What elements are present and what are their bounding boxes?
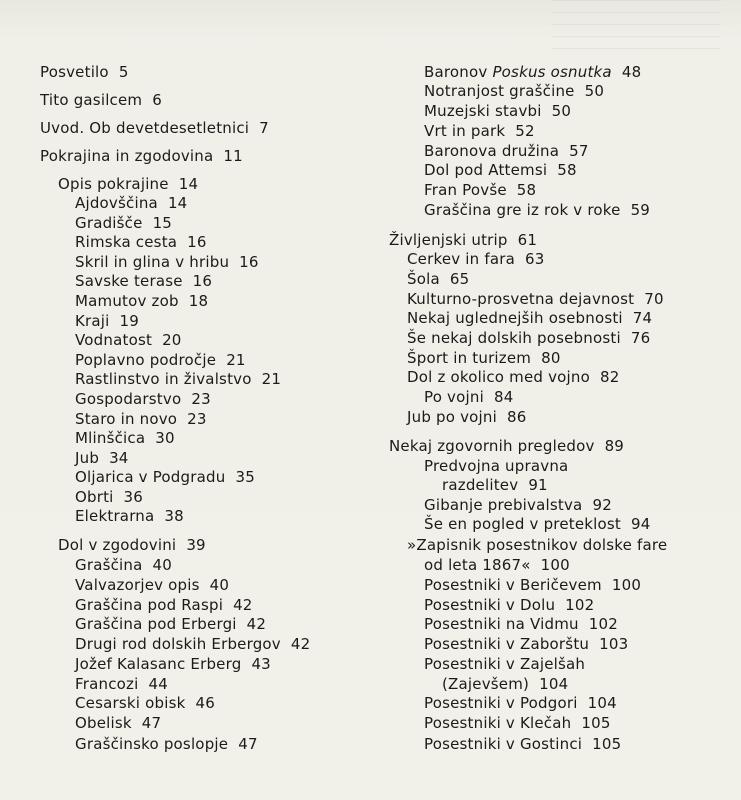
toc-entry-page: 104 [587,694,617,712]
toc-entry-title: Poplavno področje [75,351,217,369]
toc-entry-page: 102 [565,596,595,614]
toc-entry [424,161,577,179]
toc-entry-page: 16 [187,233,207,251]
toc-entry [75,714,161,732]
toc-entry [407,329,650,347]
toc-entry-title: Po vojni [424,388,484,406]
toc-entry-title: Še en pogled v preteklost [424,515,621,533]
toc-entry-page: 16 [239,253,259,271]
toc-entry-page: 47 [141,714,162,732]
toc-entry-title: Staro in novo [75,410,178,428]
toc-entry [424,388,513,406]
toc-entry-title: Francozi [75,675,139,693]
toc-entry-page: 38 [164,507,184,525]
toc-entry-title: Dol pod Attemsi [424,161,548,179]
toc-entry [75,312,139,330]
toc-entry-title: Vrt in park [424,122,506,140]
toc-entry [75,507,184,525]
toc-entry-page: 92 [592,496,612,514]
toc-entry [424,82,604,100]
toc-entry-title: Graščina pod Raspi [75,596,224,614]
toc-entry-title: Dol v zgodovini [58,536,177,554]
toc-entry [407,368,619,386]
toc-entry [407,270,469,288]
toc-entry [424,181,536,199]
toc-entry [407,250,544,268]
toc-entry-page: 76 [630,329,651,347]
toc-entry-page: 44 [148,675,168,693]
toc-entry [75,429,175,447]
toc-entry-page: 23 [187,410,207,428]
toc-entry-page: 40 [209,576,230,594]
toc-entry-title: Baronova družina [424,142,560,160]
toc-entry-title: Posestniki v Gostinci [424,735,583,753]
toc-entry [58,536,206,554]
toc-entry [75,410,207,428]
toc-entry [75,735,258,753]
toc-entry [75,468,255,486]
toc-entry [75,272,212,290]
toc-entry-page: 40 [152,556,173,574]
toc-entry-title: Graščina gre iz rok v roke [424,201,621,219]
toc-entry-page: 11 [223,147,243,165]
toc-entry-title: Mlinščica [75,429,146,447]
toc-entry-page: 104 [539,675,569,693]
toc-entry-page: 15 [152,214,173,232]
toc-entry-page: 82 [599,368,620,386]
toc-entry-page: 50 [551,102,572,120]
toc-entry-page: 7 [259,119,269,137]
toc-entry-title: Obelisk [75,714,132,732]
toc-entry-page: 42 [233,596,253,614]
toc-entry-page: 16 [192,272,213,290]
toc-entry [407,309,652,327]
toc-entry-title: Drugi rod dolskih Erbergov [75,635,281,653]
toc-entry [75,292,208,310]
toc-entry-page: 35 [235,468,255,486]
toc-entry-title: Nekaj zgovornih pregledov [389,437,595,455]
toc-entry [424,615,618,633]
toc-entry [58,175,198,193]
toc-entry-page: 36 [123,488,144,506]
toc-entry-title: Mamutov zob [75,292,179,310]
toc-entry-title: Kraji [75,312,110,330]
toc-entry-page: 65 [449,270,470,288]
toc-entry-page: 30 [155,429,175,447]
toc-entry-title: Ajdovščina [75,194,158,212]
toc-entry [407,408,526,426]
toc-entry-page: 58 [557,161,577,179]
toc-entry-title: Graščina [75,556,143,574]
toc-entry-title-italic: Poskus osnutka [492,63,612,81]
toc-entry-title: Uvod. Ob devetdesetletnici [40,119,250,137]
toc-entry-title: razdelitev [442,476,519,494]
toc-entry-page: 14 [167,194,188,212]
toc-entry-page: 6 [152,91,162,109]
toc-entry [424,496,612,514]
toc-entry-page: 105 [581,714,611,732]
toc-entry-title: Muzejski stavbi [424,102,542,120]
bleed-through-text [551,0,721,60]
toc-entry-page: 19 [119,312,140,330]
toc-entry [424,576,641,594]
toc-entry [424,635,628,653]
toc-entry-title: Predvojna upravna [424,457,569,475]
toc-entry-title: Jub [75,449,100,467]
toc-entry-page: 59 [630,201,651,219]
toc-entry-page: 50 [584,82,605,100]
toc-entry [75,194,187,212]
toc-entry-title: Tito gasilcem [40,91,143,109]
toc-entry [424,515,651,533]
toc-entry [407,536,667,554]
toc-entry [75,390,211,408]
toc-entry-title: Graščinsko poslopje [75,735,229,753]
toc-entry-page: 102 [588,615,618,633]
toc-entry-page: 89 [604,437,625,455]
toc-entry-page: 42 [290,635,311,653]
toc-entry-title: (Zajevšem) [442,675,530,693]
toc-entry-page: 21 [261,370,282,388]
toc-entry-page: 57 [569,142,589,160]
toc-entry [424,102,571,120]
toc-entry-title: Elektrarna [75,507,155,525]
toc-entry-page: 42 [246,615,267,633]
toc-entry [424,201,650,219]
toc-entry-title: Posestniki v Zajelšah [424,655,586,673]
toc-entry-title: Nekaj uglednejših osebnosti [407,309,623,327]
toc-entry [75,576,229,594]
toc-entry-title: Notranjost graščine [424,82,575,100]
toc-entry-page: 34 [109,449,129,467]
toc-entry-page: 84 [493,388,514,406]
toc-entry-title: Cerkev in fara [407,250,515,268]
toc-entry-title: Rimska cesta [75,233,178,251]
toc-entry-title: Opis pokrajine [58,175,169,193]
toc-entry-title: Rastlinstvo in živalstvo [75,370,252,388]
toc-entry-title: Življenjski utrip [389,231,508,249]
toc-entry [40,147,243,165]
toc-entry-title: Fran Povše [424,181,507,199]
toc-entry-page: 103 [599,635,629,653]
toc-entry [407,290,664,308]
toc-entry-page: 58 [516,181,537,199]
toc-entry [40,91,162,109]
toc-entry-page: 47 [238,735,258,753]
toc-entry-page: 94 [631,515,651,533]
toc-entry-title: Valvazorjev opis [75,576,200,594]
toc-entry-title: Posestniki na Vidmu [424,615,579,633]
toc-entry-page: 39 [186,536,206,554]
toc-entry [75,370,281,388]
toc-entry-page: 70 [644,290,664,308]
toc-entry-title: Kulturno-prosvetna dejavnost [407,290,635,308]
toc-entry-page: 46 [195,694,215,712]
toc-entry [424,735,621,753]
toc-entry [75,214,172,232]
toc-entry-title: Posestniki v Dolu [424,596,556,614]
toc-entry-title: Jožef Kalasanc Erberg [75,655,242,673]
toc-entry-page: 74 [632,309,653,327]
toc-entry [40,119,269,137]
toc-entry-page: 23 [191,390,211,408]
toc-entry [389,231,537,249]
toc-entry-title: Šport in turizem [407,349,532,367]
toc-entry-page: 100 [611,576,642,594]
toc-entry-page: 63 [524,250,545,268]
toc-entry-page: 86 [506,408,527,426]
toc-entry-title: Dol z okolico med vojno [407,368,590,386]
toc-entry-title: od leta 1867« [424,556,531,574]
toc-entry-title: Vodnatost [75,331,153,349]
toc-entry [75,351,246,369]
toc-entry-page: 18 [188,292,209,310]
toc-entry [75,675,168,693]
toc-entry-page: 5 [118,63,129,81]
toc-entry [40,63,129,81]
toc-entry [75,253,259,271]
toc-entry [424,63,641,81]
toc-entry-page: 20 [162,331,182,349]
toc-entry [424,457,568,475]
toc-entry-title: Posvetilo [40,63,109,81]
toc-entry-title: Posestniki v Zaborštu [424,635,590,653]
toc-entry-title: Obrti [75,488,114,506]
toc-entry-title: Posestniki v Beričevem [424,576,602,594]
toc-entry-title: Gibanje prebivalstva [424,496,583,514]
toc-entry [75,331,182,349]
toc-entry [75,655,271,673]
toc-entry [424,596,594,614]
toc-entry-page: 91 [528,476,548,494]
toc-entry [75,694,215,712]
toc-entry-title: Skril in glina v hribu [75,253,230,271]
toc-entry [75,615,266,633]
toc-entry [75,596,253,614]
toc-entry [75,233,207,251]
toc-entry-page: 43 [251,655,271,673]
toc-entry-page: 48 [621,63,642,81]
toc-entry-page: 80 [541,349,561,367]
toc-entry-page: 52 [515,122,535,140]
toc-entry [75,635,310,653]
toc-entry-title: Graščina pod Erbergi [75,615,237,633]
toc-entry [424,122,535,140]
toc-entry-page: 21 [226,351,246,369]
toc-entry [424,714,611,732]
toc-entry-title: Še nekaj dolskih posebnosti [407,329,621,347]
toc-entry [75,488,143,506]
toc-entry-title: Gradišče [75,214,143,232]
toc-entry-title: Šola [407,270,440,288]
toc-entry-title: Baronov Poskus osnutka [424,63,612,81]
toc-entry [442,675,568,693]
toc-entry [75,556,172,574]
toc-entry-page: 14 [178,175,199,193]
toc-entry [75,449,129,467]
toc-entry-page: 105 [592,735,622,753]
toc-entry-title: Oljarica v Podgradu [75,468,226,486]
toc-entry-title: Cesarski obisk [75,694,186,712]
toc-entry [389,437,624,455]
toc-entry [442,476,548,494]
toc-entry-title: Jub po vojni [407,408,497,426]
toc-entry-title: Pokrajina in zgodovina [40,147,214,165]
toc-entry [407,349,561,367]
toc-entry-title: Gospodarstvo [75,390,182,408]
toc-entry-title: Posestniki v Podgori [424,694,578,712]
toc-entry-title: »Zapisnik posestnikov dolske fare [407,536,668,554]
toc-entry-page: 100 [540,556,570,574]
toc-entry [424,556,570,574]
toc-entry [424,142,589,160]
toc-entry [424,655,585,673]
toc-entry-title: Posestniki v Klečah [424,714,572,732]
toc-entry-page: 61 [517,231,538,249]
toc-entry-title: Savske terase [75,272,183,290]
toc-entry [424,694,617,712]
